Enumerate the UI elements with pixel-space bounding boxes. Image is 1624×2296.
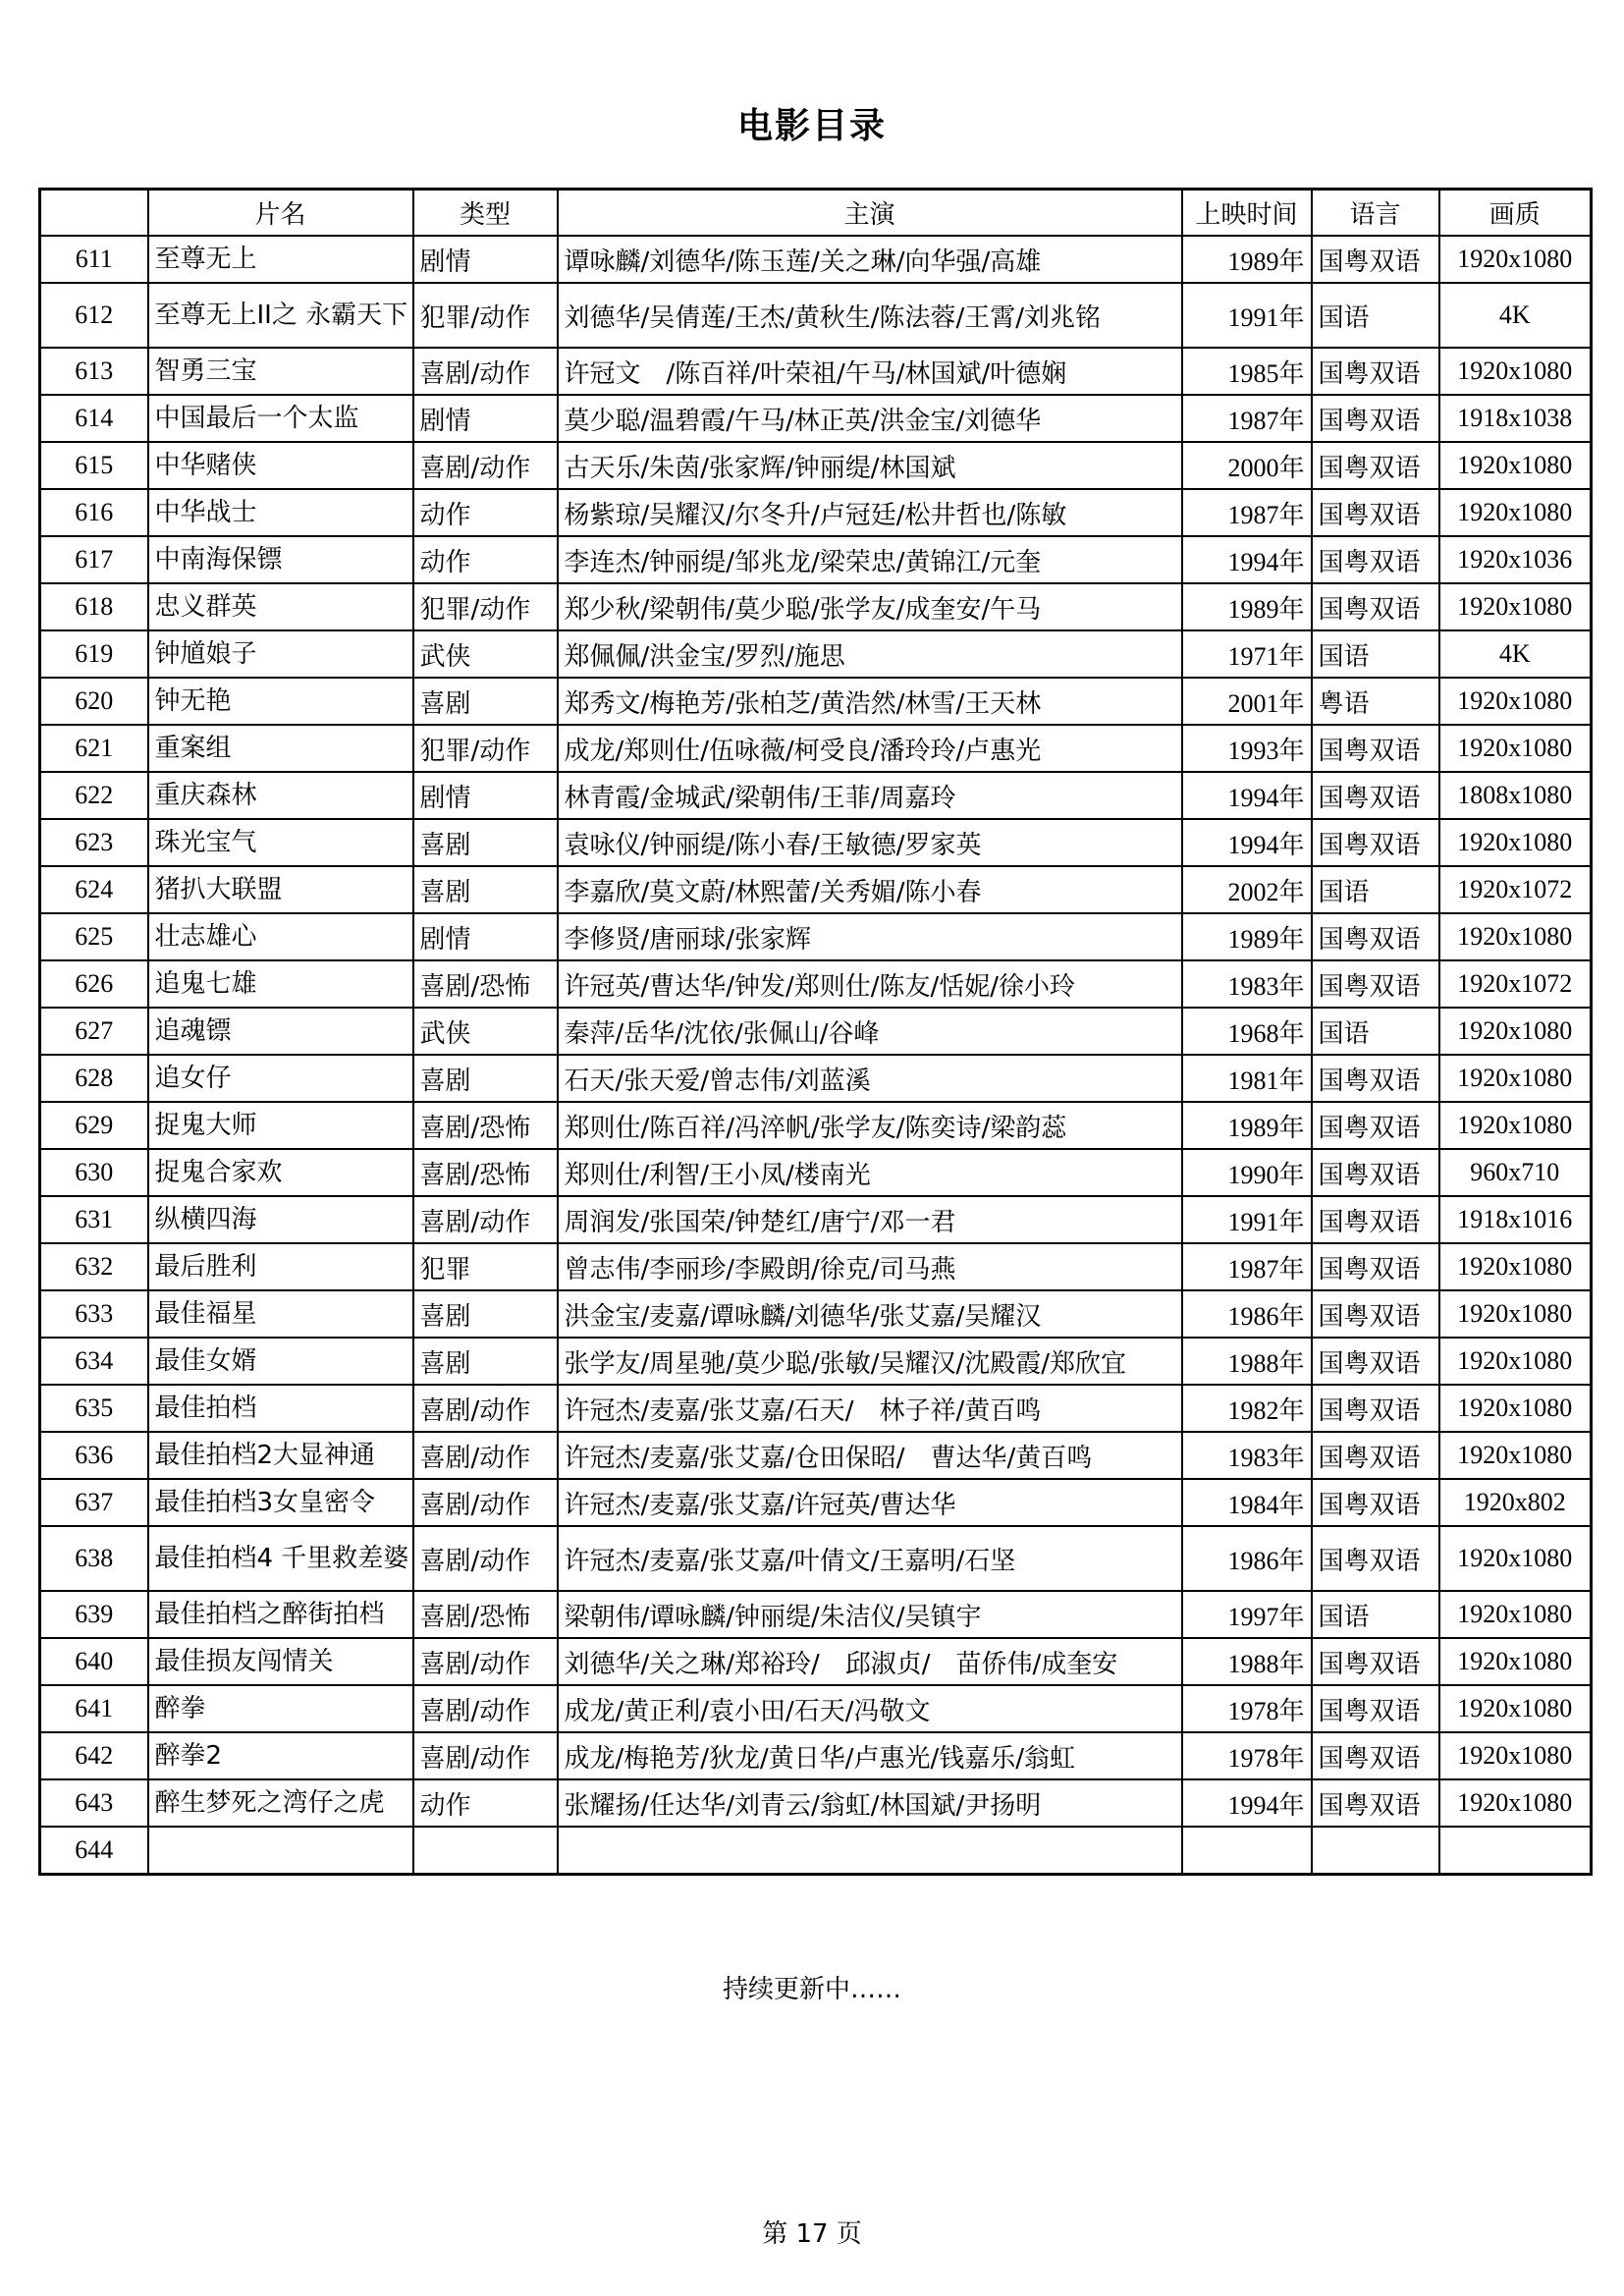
table-row <box>40 1290 1592 1338</box>
table-row <box>40 1385 1592 1432</box>
cell-quality: 1920x1072 <box>1439 960 1592 1008</box>
table-row <box>40 1779 1592 1827</box>
cell-genre: 喜剧 <box>413 1338 558 1385</box>
cell-number: 619 <box>40 630 148 678</box>
cell-release-year: 1989年 <box>1182 1102 1312 1149</box>
cell-quality: 1920x1080 <box>1439 1243 1592 1290</box>
cell-title: 钟无艳 <box>148 678 413 725</box>
cell-quality: 1920x802 <box>1439 1479 1592 1526</box>
cell-release-year: 1971年 <box>1182 630 1312 678</box>
cell-title: 猪扒大联盟 <box>148 866 413 913</box>
header-title: 片名 <box>148 190 413 237</box>
cell-quality: 4K <box>1439 283 1592 348</box>
cell-release-year: 1997年 <box>1182 1591 1312 1638</box>
cell-number: 635 <box>40 1385 148 1432</box>
table-row <box>40 283 1592 348</box>
cell-genre: 剧情 <box>413 913 558 960</box>
cell-language: 国粤双语 <box>1312 1338 1439 1385</box>
table-row <box>40 1827 1592 1875</box>
cell-number: 628 <box>40 1055 148 1102</box>
cell-genre: 喜剧/动作 <box>413 1638 558 1685</box>
table-row <box>40 1102 1592 1149</box>
cell-release-year: 1990年 <box>1182 1149 1312 1196</box>
cell-title: 最佳拍档2大显神通 <box>148 1432 413 1479</box>
cell-quality: 1920x1080 <box>1439 1290 1592 1338</box>
cell-genre: 犯罪/动作 <box>413 725 558 772</box>
cell-genre: 剧情 <box>413 236 558 283</box>
cell-genre: 喜剧 <box>413 1290 558 1338</box>
cell-release-year: 2002年 <box>1182 866 1312 913</box>
cell-number: 632 <box>40 1243 148 1290</box>
table-row <box>40 725 1592 772</box>
cell-cast: 李修贤/唐丽球/张家辉 <box>558 913 1182 960</box>
cell-genre: 动作 <box>413 1779 558 1827</box>
table-row <box>40 1243 1592 1290</box>
cell-genre: 喜剧/动作 <box>413 348 558 395</box>
cell-language: 国粤双语 <box>1312 725 1439 772</box>
cell-quality: 1920x1036 <box>1439 536 1592 583</box>
cell-release-year: 2001年 <box>1182 678 1312 725</box>
cell-cast: 谭咏麟/刘德华/陈玉莲/关之琳/向华强/高雄 <box>558 236 1182 283</box>
cell-number: 625 <box>40 913 148 960</box>
cell-cast: 石天/张天爱/曾志伟/刘蓝溪 <box>558 1055 1182 1102</box>
cell-title: 中华战士 <box>148 489 413 536</box>
cell-number: 642 <box>40 1732 148 1779</box>
cell-language: 国粤双语 <box>1312 1055 1439 1102</box>
cell-title: 醉拳 <box>148 1685 413 1732</box>
cell-title: 至尊无上II之 永霸天下 <box>148 283 413 348</box>
cell-genre: 喜剧/动作 <box>413 1432 558 1479</box>
cell-cast: 秦萍/岳华/沈依/张佩山/谷峰 <box>558 1008 1182 1055</box>
cell-number: 634 <box>40 1338 148 1385</box>
table-row <box>40 1591 1592 1638</box>
cell-cast: 成龙/梅艳芳/狄龙/黄日华/卢惠光/钱嘉乐/翁虹 <box>558 1732 1182 1779</box>
cell-cast: 张学友/周星驰/莫少聪/张敏/吴耀汉/沈殿霞/郑欣宜 <box>558 1338 1182 1385</box>
cell-language: 国语 <box>1312 866 1439 913</box>
table-row <box>40 630 1592 678</box>
cell-language: 国粤双语 <box>1312 1149 1439 1196</box>
cell-release-year: 1985年 <box>1182 348 1312 395</box>
table-row <box>40 1196 1592 1243</box>
cell-cast: 郑则仕/利智/王小凤/楼南光 <box>558 1149 1182 1196</box>
cell-title: 中南海保镖 <box>148 536 413 583</box>
cell-title: 重案组 <box>148 725 413 772</box>
cell-quality: 1808x1080 <box>1439 772 1592 819</box>
cell-cast: 周润发/张国荣/钟楚红/唐宁/邓一君 <box>558 1196 1182 1243</box>
cell-release-year: 1982年 <box>1182 1385 1312 1432</box>
cell-genre: 喜剧 <box>413 678 558 725</box>
cell-number: 643 <box>40 1779 148 1827</box>
cell-language: 国粤双语 <box>1312 1779 1439 1827</box>
cell-language: 国粤双语 <box>1312 1526 1439 1591</box>
header-index <box>40 190 148 237</box>
cell-number: 639 <box>40 1591 148 1638</box>
cell-release-year: 1988年 <box>1182 1338 1312 1385</box>
cell-genre: 犯罪 <box>413 1243 558 1290</box>
cell-genre: 喜剧/动作 <box>413 1479 558 1526</box>
cell-title: 醉拳2 <box>148 1732 413 1779</box>
cell-language <box>1312 1827 1439 1875</box>
cell-language: 国语 <box>1312 1591 1439 1638</box>
cell-genre <box>413 1827 558 1875</box>
cell-genre: 动作 <box>413 489 558 536</box>
cell-language: 国粤双语 <box>1312 1102 1439 1149</box>
cell-cast: 莫少聪/温碧霞/午马/林正英/洪金宝/刘德华 <box>558 395 1182 442</box>
table-row <box>40 1149 1592 1196</box>
header-cast: 主演 <box>558 190 1182 237</box>
cell-language: 国粤双语 <box>1312 1290 1439 1338</box>
cell-cast: 成龙/郑则仕/伍咏薇/柯受良/潘玲玲/卢惠光 <box>558 725 1182 772</box>
cell-release-year: 2000年 <box>1182 442 1312 489</box>
cell-cast: 洪金宝/麦嘉/谭咏麟/刘德华/张艾嘉/吴耀汉 <box>558 1290 1182 1338</box>
cell-number: 627 <box>40 1008 148 1055</box>
cell-title: 壮志雄心 <box>148 913 413 960</box>
cell-title: 最佳拍档4 千里救差婆 <box>148 1526 413 1591</box>
cell-quality: 1920x1080 <box>1439 1102 1592 1149</box>
table-row <box>40 1638 1592 1685</box>
table-row <box>40 442 1592 489</box>
header-release-year: 上映时间 <box>1182 190 1312 237</box>
table-row <box>40 536 1592 583</box>
cell-language: 国粤双语 <box>1312 772 1439 819</box>
cell-title: 追女仔 <box>148 1055 413 1102</box>
cell-release-year: 1986年 <box>1182 1290 1312 1338</box>
cell-genre: 喜剧 <box>413 819 558 866</box>
cell-language: 国粤双语 <box>1312 1243 1439 1290</box>
cell-language: 国粤双语 <box>1312 913 1439 960</box>
cell-quality: 1920x1080 <box>1439 1638 1592 1685</box>
cell-genre: 剧情 <box>413 395 558 442</box>
table-row <box>40 583 1592 630</box>
cell-release-year: 1987年 <box>1182 395 1312 442</box>
cell-language: 国粤双语 <box>1312 583 1439 630</box>
cell-release-year: 1986年 <box>1182 1526 1312 1591</box>
cell-number: 612 <box>40 283 148 348</box>
cell-release-year: 1994年 <box>1182 772 1312 819</box>
table-row <box>40 913 1592 960</box>
cell-title: 醉生梦死之湾仔之虎 <box>148 1779 413 1827</box>
table-row <box>40 960 1592 1008</box>
cell-genre: 喜剧 <box>413 1055 558 1102</box>
table-row <box>40 1732 1592 1779</box>
cell-quality: 1920x1080 <box>1439 236 1592 283</box>
cell-release-year: 1978年 <box>1182 1685 1312 1732</box>
cell-language: 国粤双语 <box>1312 1685 1439 1732</box>
cell-genre: 喜剧/动作 <box>413 1526 558 1591</box>
cell-cast: 许冠杰/麦嘉/张艾嘉/石天/ 林子祥/黄百鸣 <box>558 1385 1182 1432</box>
cell-release-year: 1991年 <box>1182 283 1312 348</box>
cell-cast: 郑秀文/梅艳芳/张柏芝/黄浩然/林雪/王天林 <box>558 678 1182 725</box>
cell-language: 国粤双语 <box>1312 1479 1439 1526</box>
cell-title: 最佳福星 <box>148 1290 413 1338</box>
cell-title: 钟馗娘子 <box>148 630 413 678</box>
cell-release-year: 1968年 <box>1182 1008 1312 1055</box>
cell-release-year: 1989年 <box>1182 236 1312 283</box>
table-row <box>40 1685 1592 1732</box>
cell-genre: 喜剧/动作 <box>413 1385 558 1432</box>
cell-language: 国粤双语 <box>1312 1385 1439 1432</box>
cell-cast: 郑则仕/陈百祥/冯淬帆/张学友/陈奕诗/梁韵蕊 <box>558 1102 1182 1149</box>
cell-title: 最佳损友闯情关 <box>148 1638 413 1685</box>
cell-number: 629 <box>40 1102 148 1149</box>
cell-title: 最佳拍档3女皇密令 <box>148 1479 413 1526</box>
cell-quality: 1920x1080 <box>1439 1008 1592 1055</box>
table-row <box>40 348 1592 395</box>
cell-release-year: 1994年 <box>1182 536 1312 583</box>
cell-genre: 喜剧/动作 <box>413 1685 558 1732</box>
cell-title: 追鬼七雄 <box>148 960 413 1008</box>
cell-language: 国粤双语 <box>1312 1196 1439 1243</box>
cell-genre: 喜剧/动作 <box>413 1732 558 1779</box>
cell-genre: 剧情 <box>413 772 558 819</box>
cell-title <box>148 1827 413 1875</box>
cell-cast <box>558 1827 1182 1875</box>
cell-language: 国语 <box>1312 630 1439 678</box>
table-row <box>40 772 1592 819</box>
cell-language: 国粤双语 <box>1312 536 1439 583</box>
cell-number: 624 <box>40 866 148 913</box>
cell-quality: 1920x1080 <box>1439 819 1592 866</box>
header-genre: 类型 <box>413 190 558 237</box>
cell-number: 616 <box>40 489 148 536</box>
table-row <box>40 1055 1592 1102</box>
cell-release-year: 1987年 <box>1182 489 1312 536</box>
cell-release-year: 1984年 <box>1182 1479 1312 1526</box>
cell-quality: 1920x1080 <box>1439 725 1592 772</box>
cell-number: 640 <box>40 1638 148 1685</box>
table-row <box>40 236 1592 283</box>
cell-language: 国语 <box>1312 1008 1439 1055</box>
cell-genre: 喜剧 <box>413 866 558 913</box>
cell-quality: 1920x1080 <box>1439 1779 1592 1827</box>
cell-cast: 古天乐/朱茵/张家辉/钟丽缇/林国斌 <box>558 442 1182 489</box>
cell-language: 国粤双语 <box>1312 819 1439 866</box>
cell-number: 613 <box>40 348 148 395</box>
cell-quality: 1920x1080 <box>1439 489 1592 536</box>
cell-title: 捉鬼大师 <box>148 1102 413 1149</box>
table-row <box>40 489 1592 536</box>
cell-release-year <box>1182 1827 1312 1875</box>
cell-title: 中国最后一个太监 <box>148 395 413 442</box>
cell-release-year: 1981年 <box>1182 1055 1312 1102</box>
header-quality: 画质 <box>1439 190 1592 237</box>
cell-release-year: 1989年 <box>1182 583 1312 630</box>
cell-cast: 成龙/黄正利/袁小田/石天/冯敬文 <box>558 1685 1182 1732</box>
cell-title: 最佳拍档 <box>148 1385 413 1432</box>
cell-genre: 喜剧/动作 <box>413 442 558 489</box>
table-row <box>40 819 1592 866</box>
cell-language: 国粤双语 <box>1312 442 1439 489</box>
cell-release-year: 1989年 <box>1182 913 1312 960</box>
cell-title: 最后胜利 <box>148 1243 413 1290</box>
footer-note: 持续更新中…… <box>722 1975 901 2004</box>
cell-title: 至尊无上 <box>148 236 413 283</box>
cell-cast: 袁咏仪/钟丽缇/陈小春/王敏德/罗家英 <box>558 819 1182 866</box>
cell-quality: 1920x1080 <box>1439 1685 1592 1732</box>
cell-number: 630 <box>40 1149 148 1196</box>
cell-genre: 犯罪/动作 <box>413 283 558 348</box>
cell-quality: 1920x1080 <box>1439 1591 1592 1638</box>
cell-cast: 林青霞/金城武/梁朝伟/王菲/周嘉玲 <box>558 772 1182 819</box>
cell-number: 633 <box>40 1290 148 1338</box>
table-row <box>40 395 1592 442</box>
cell-title: 智勇三宝 <box>148 348 413 395</box>
cell-genre: 喜剧/动作 <box>413 1196 558 1243</box>
cell-language: 国粤双语 <box>1312 489 1439 536</box>
cell-genre: 武侠 <box>413 630 558 678</box>
cell-cast: 许冠杰/麦嘉/张艾嘉/仓田保昭/ 曹达华/黄百鸣 <box>558 1432 1182 1479</box>
table-row <box>40 1526 1592 1591</box>
table-row <box>40 1008 1592 1055</box>
cell-quality <box>1439 1827 1592 1875</box>
cell-title: 追魂镖 <box>148 1008 413 1055</box>
cell-cast: 梁朝伟/谭咏麟/钟丽缇/朱洁仪/吴镇宇 <box>558 1591 1182 1638</box>
cell-number: 621 <box>40 725 148 772</box>
cell-title: 最佳拍档之醉街拍档 <box>148 1591 413 1638</box>
cell-quality: 1920x1080 <box>1439 678 1592 725</box>
cell-number: 618 <box>40 583 148 630</box>
cell-cast: 许冠英/曹达华/钟发/郑则仕/陈友/恬妮/徐小玲 <box>558 960 1182 1008</box>
page-number: 第 17 页 <box>762 2219 862 2249</box>
cell-number: 622 <box>40 772 148 819</box>
cell-genre: 喜剧/恐怖 <box>413 1149 558 1196</box>
cell-title: 最佳女婿 <box>148 1338 413 1385</box>
cell-cast: 刘德华/关之琳/郑裕玲/ 邱淑贞/ 苗侨伟/成奎安 <box>558 1638 1182 1685</box>
cell-release-year: 1983年 <box>1182 1432 1312 1479</box>
cell-release-year: 1988年 <box>1182 1638 1312 1685</box>
cell-number: 631 <box>40 1196 148 1243</box>
cell-quality: 1918x1038 <box>1439 395 1592 442</box>
cell-language: 国粤双语 <box>1312 236 1439 283</box>
cell-quality: 1920x1080 <box>1439 1055 1592 1102</box>
cell-quality: 1920x1080 <box>1439 1432 1592 1479</box>
cell-cast: 许冠杰/麦嘉/张艾嘉/许冠英/曹达华 <box>558 1479 1182 1526</box>
page-title: 电影目录 <box>736 106 887 146</box>
cell-title: 珠光宝气 <box>148 819 413 866</box>
table-row <box>40 678 1592 725</box>
cell-number: 636 <box>40 1432 148 1479</box>
cell-quality: 1920x1080 <box>1439 913 1592 960</box>
cell-genre: 武侠 <box>413 1008 558 1055</box>
table-row <box>40 1432 1592 1479</box>
cell-language: 国粤双语 <box>1312 960 1439 1008</box>
table-row <box>40 866 1592 913</box>
cell-number: 614 <box>40 395 148 442</box>
cell-cast: 郑少秋/梁朝伟/莫少聪/张学友/成奎安/午马 <box>558 583 1182 630</box>
cell-quality: 1920x1080 <box>1439 1526 1592 1591</box>
movie-catalog-table <box>38 188 1593 1876</box>
cell-title: 捉鬼合家欢 <box>148 1149 413 1196</box>
cell-number: 638 <box>40 1526 148 1591</box>
cell-cast: 李连杰/钟丽缇/邹兆龙/梁荣忠/黄锦江/元奎 <box>558 536 1182 583</box>
cell-number: 623 <box>40 819 148 866</box>
cell-language: 国粤双语 <box>1312 1732 1439 1779</box>
cell-cast: 刘德华/吴倩莲/王杰/黄秋生/陈法蓉/王霄/刘兆铭 <box>558 283 1182 348</box>
header-language: 语言 <box>1312 190 1439 237</box>
cell-number: 644 <box>40 1827 148 1875</box>
cell-cast: 李嘉欣/莫文蔚/林熙蕾/关秀媚/陈小春 <box>558 866 1182 913</box>
cell-number: 620 <box>40 678 148 725</box>
cell-release-year: 1983年 <box>1182 960 1312 1008</box>
cell-cast: 杨紫琼/吴耀汉/尔冬升/卢冠廷/松井哲也/陈敏 <box>558 489 1182 536</box>
cell-title: 重庆森林 <box>148 772 413 819</box>
cell-release-year: 1987年 <box>1182 1243 1312 1290</box>
cell-genre: 喜剧/恐怖 <box>413 960 558 1008</box>
cell-release-year: 1978年 <box>1182 1732 1312 1779</box>
cell-genre: 犯罪/动作 <box>413 583 558 630</box>
cell-genre: 喜剧/恐怖 <box>413 1591 558 1638</box>
cell-quality: 1920x1080 <box>1439 1385 1592 1432</box>
cell-release-year: 1994年 <box>1182 819 1312 866</box>
cell-release-year: 1994年 <box>1182 1779 1312 1827</box>
cell-cast: 张耀扬/任达华/刘青云/翁虹/林国斌/尹扬明 <box>558 1779 1182 1827</box>
cell-title: 纵横四海 <box>148 1196 413 1243</box>
cell-title: 中华赌侠 <box>148 442 413 489</box>
cell-quality: 1920x1072 <box>1439 866 1592 913</box>
table-row <box>40 1479 1592 1526</box>
cell-cast: 许冠文 /陈百祥/叶荣祖/午马/林国斌/叶德娴 <box>558 348 1182 395</box>
cell-title: 忠义群英 <box>148 583 413 630</box>
cell-language: 国粤双语 <box>1312 395 1439 442</box>
cell-genre: 动作 <box>413 536 558 583</box>
cell-quality: 1920x1080 <box>1439 583 1592 630</box>
cell-language: 粤语 <box>1312 678 1439 725</box>
cell-quality: 1920x1080 <box>1439 442 1592 489</box>
cell-number: 641 <box>40 1685 148 1732</box>
cell-language: 国粤双语 <box>1312 1638 1439 1685</box>
cell-number: 617 <box>40 536 148 583</box>
cell-quality: 1920x1080 <box>1439 348 1592 395</box>
cell-quality: 1920x1080 <box>1439 1732 1592 1779</box>
cell-release-year: 1991年 <box>1182 1196 1312 1243</box>
cell-number: 637 <box>40 1479 148 1526</box>
cell-language: 国语 <box>1312 283 1439 348</box>
cell-language: 国粤双语 <box>1312 1432 1439 1479</box>
table-row <box>40 1338 1592 1385</box>
cell-number: 611 <box>40 236 148 283</box>
cell-release-year: 1993年 <box>1182 725 1312 772</box>
cell-genre: 喜剧/恐怖 <box>413 1102 558 1149</box>
cell-quality: 1918x1016 <box>1439 1196 1592 1243</box>
table-header-row <box>40 190 1592 237</box>
cell-number: 615 <box>40 442 148 489</box>
cell-quality: 960x710 <box>1439 1149 1592 1196</box>
cell-cast: 郑佩佩/洪金宝/罗烈/施思 <box>558 630 1182 678</box>
cell-language: 国粤双语 <box>1312 348 1439 395</box>
table-body <box>40 236 1592 1875</box>
cell-cast: 曾志伟/李丽珍/李殿朗/徐克/司马燕 <box>558 1243 1182 1290</box>
cell-number: 626 <box>40 960 148 1008</box>
cell-quality: 4K <box>1439 630 1592 678</box>
cell-quality: 1920x1080 <box>1439 1338 1592 1385</box>
cell-cast: 许冠杰/麦嘉/张艾嘉/叶倩文/王嘉明/石坚 <box>558 1526 1182 1591</box>
